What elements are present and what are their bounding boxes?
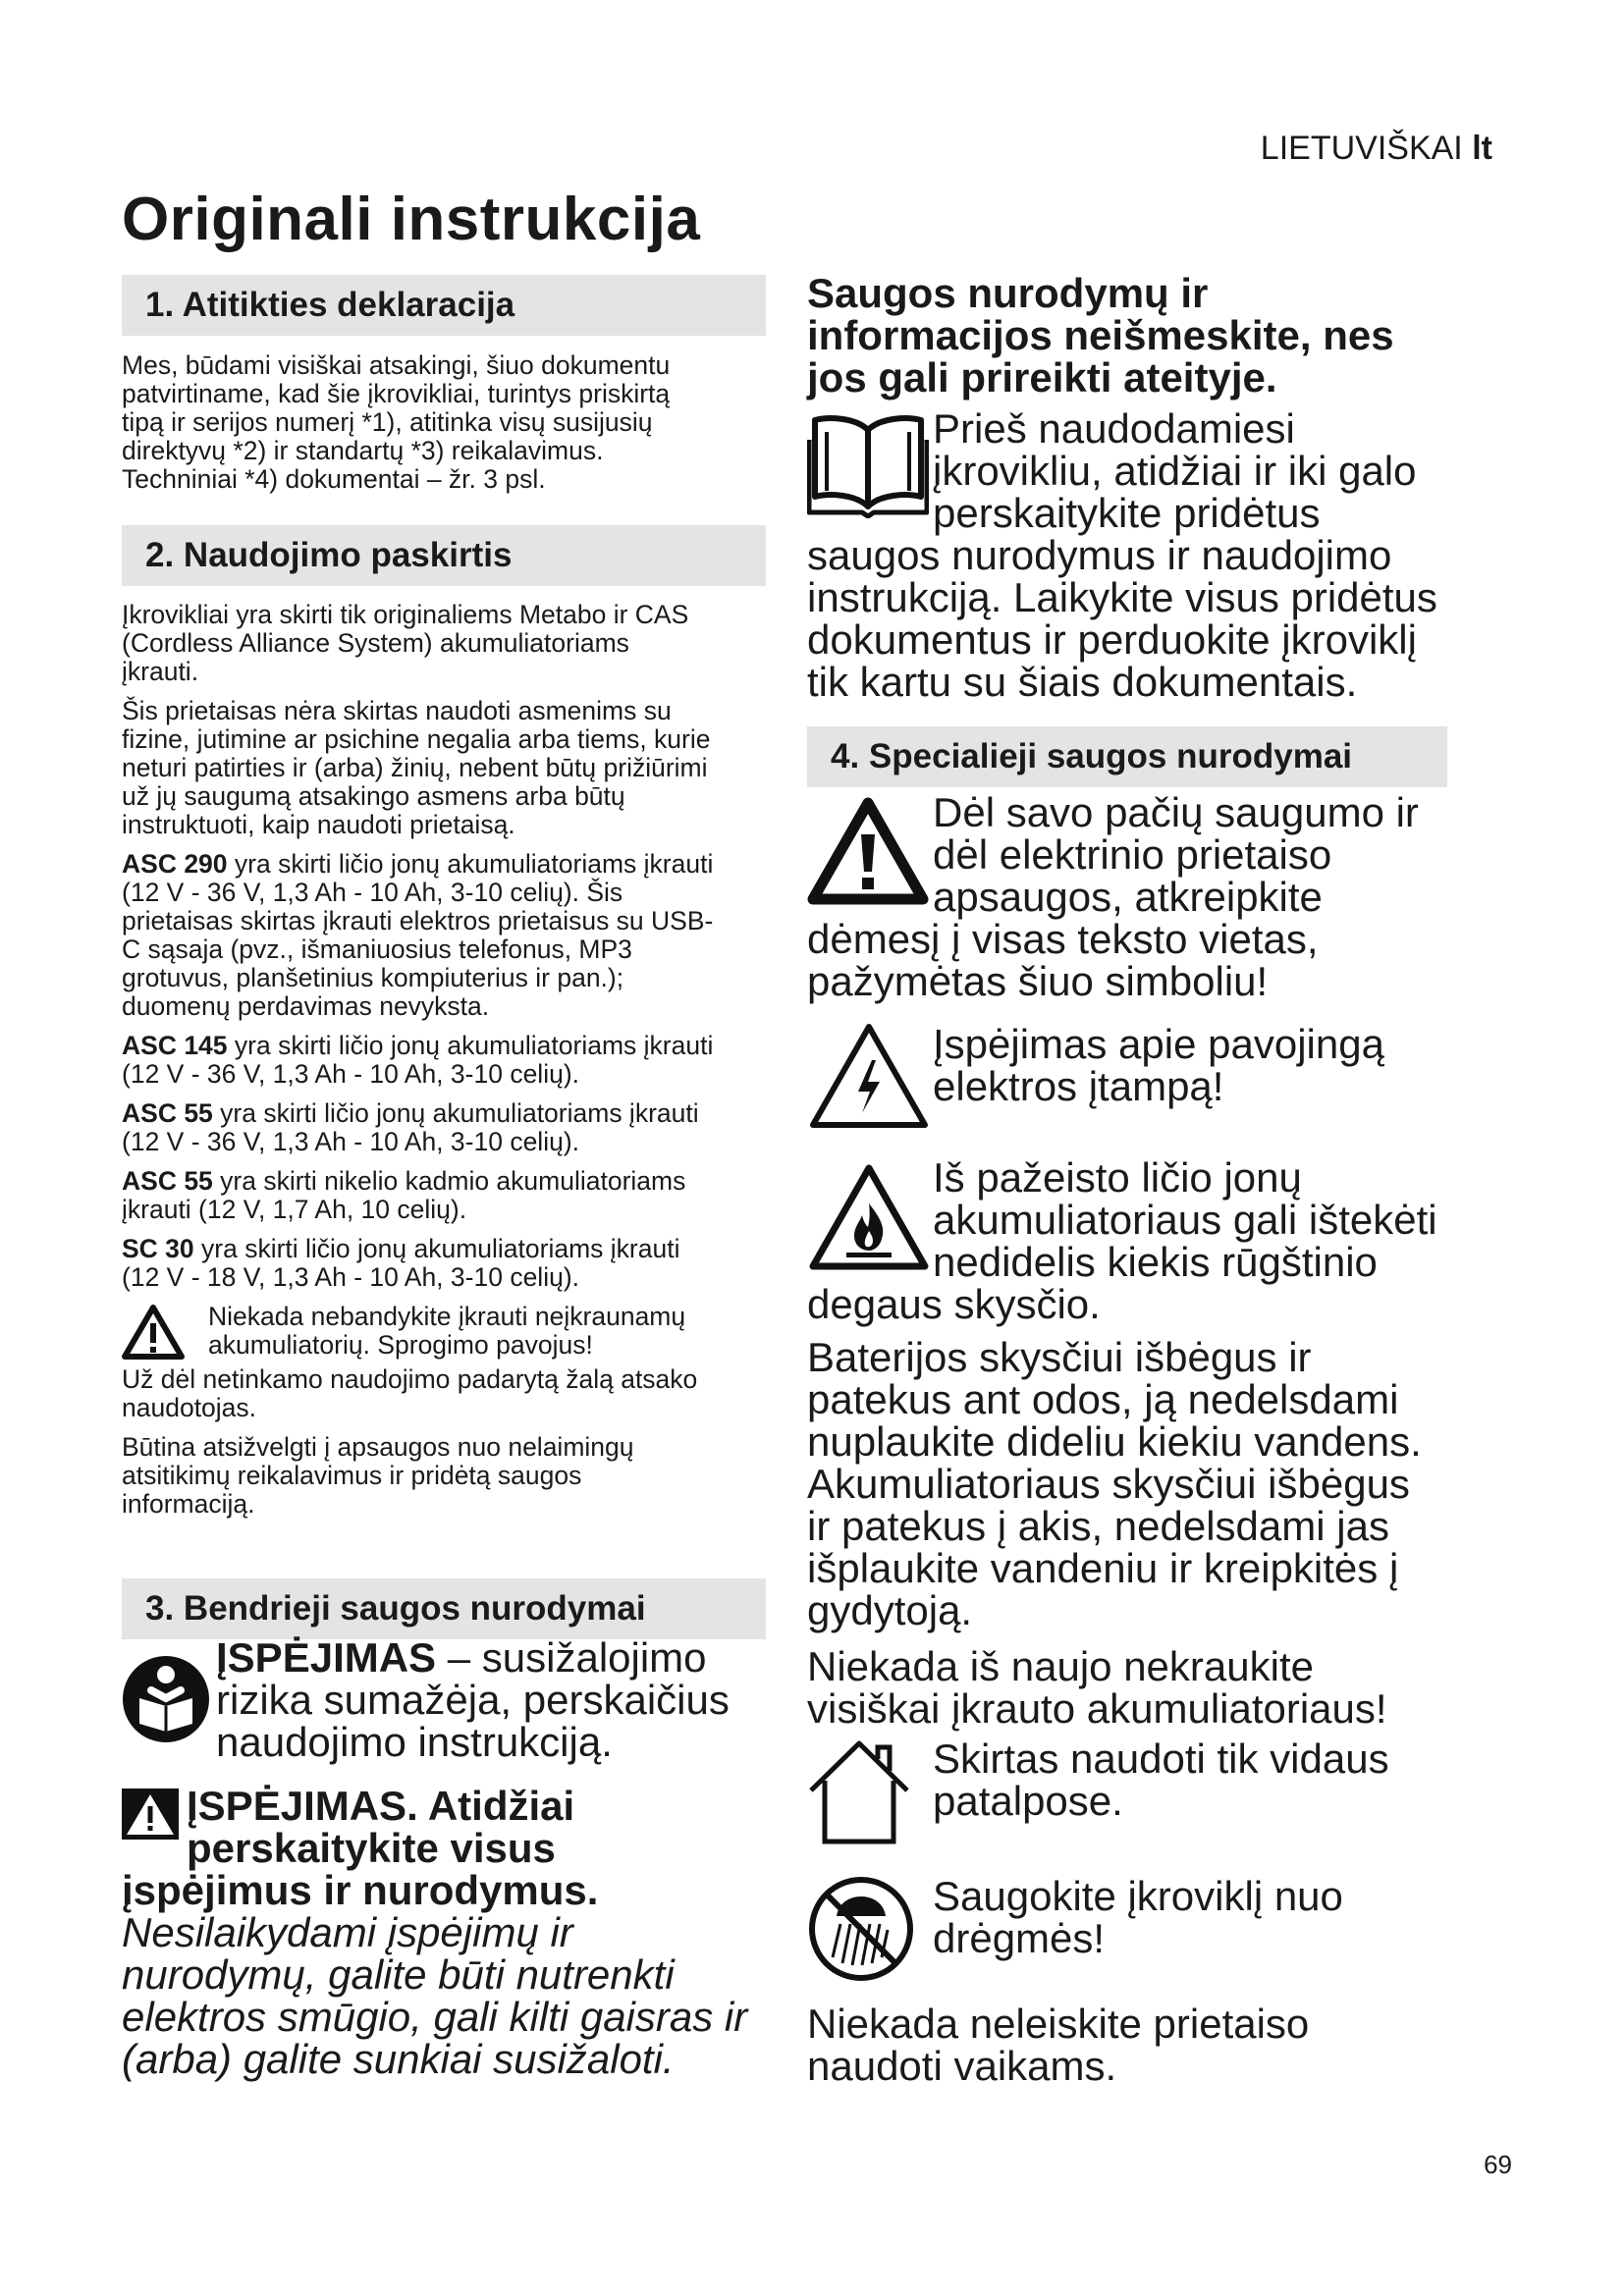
text-line: Akumuliatoriaus skysčiui išbėgus	[807, 1461, 1410, 1507]
text-line: Baterijos skysčiui išbėgus ir	[807, 1334, 1312, 1380]
text-line: elektros smūgio, gali kilti gaisras ir	[122, 1994, 748, 2040]
text-line: (12 V - 36 V, 1,3 Ah - 10 Ah, 3-10 celių).	[122, 1059, 580, 1089]
text-line: Niekada nebandykite įkrauti neįkraunamų	[208, 1302, 686, 1331]
text-line: degaus skysčio.	[807, 1281, 1101, 1327]
asc55-nicd-paragraph	[122, 1167, 799, 1224]
text-span: yra skirti ličio jonų akumuliatoriams įkrauti	[212, 1098, 699, 1128]
page-title: Originali instrukcija	[122, 186, 701, 253]
asc145-paragraph	[122, 1032, 799, 1089]
text-line: Mes, būdami visiškai atsakingi, šiuo dokumentu	[122, 350, 671, 380]
text-line: rizika sumažėja, perskaičius	[216, 1677, 730, 1723]
text-line: jos gali prireikti ateityje.	[807, 354, 1277, 400]
warning-read-manual-text	[216, 1636, 766, 1763]
children-warning-text	[807, 2002, 1494, 2087]
text-line: išplaukite vandeniu ir kreipkitės į	[807, 1545, 1399, 1591]
attention-text-bottom	[807, 918, 1494, 1002]
text-line: dėmesį į visas teksto vietas,	[807, 916, 1319, 962]
text-line: Įkrovikliai yra skirti tik originaliems Metabo ir CAS	[122, 600, 689, 629]
attention-text-top	[933, 791, 1483, 918]
text-line: Niekada iš naujo nekraukite	[807, 1643, 1314, 1689]
asc290-paragraph	[122, 850, 799, 1021]
indoor-house-icon	[807, 1737, 911, 1847]
text-line: gydytoją.	[807, 1587, 973, 1633]
text-line: įkrovikliu, atidžiai ir iki galo	[933, 448, 1417, 494]
warning-read-all-heading	[187, 1785, 776, 1869]
text-line: informacijos neišmeskite, nes	[807, 312, 1394, 358]
text-span: yra skirti ličio jonų akumuliatoriams įkrauti	[193, 1234, 680, 1263]
text-line: Už dėl netinkamo naudojimo padarytą žalą atsako	[122, 1364, 698, 1394]
text-line: įspėjimus ir nurodymus.	[122, 1867, 599, 1913]
book-icon	[807, 412, 929, 518]
text-line: grotuvus, planšetinius kompiuterius ir pan.);	[122, 963, 624, 992]
text-line: elektros įtampą!	[933, 1063, 1224, 1109]
text-line: patvirtiname, kad šie įkrovikliai, turintys priskirtą	[122, 379, 671, 408]
section-1-heading: 1. Atitikties deklaracija	[122, 275, 766, 336]
asc55-liion-paragraph	[122, 1099, 799, 1156]
text-line: perskaitykite pridėtus	[933, 490, 1321, 536]
text-line: patalpose.	[933, 1778, 1123, 1824]
acid-leak-text-top	[933, 1156, 1483, 1283]
text-span: yra skirti ličio jonų akumuliatoriams įkrauti	[227, 1031, 714, 1060]
text-line: naudotojas.	[122, 1393, 257, 1422]
text-line	[122, 1235, 799, 1263]
text-line: naudoti vaikams.	[807, 2043, 1117, 2089]
text-line: akumuliatoriaus gali ištekėti	[933, 1197, 1437, 1243]
text-line: Prieš naudodamiesi	[933, 405, 1295, 452]
text-line: įkrauti (12 V, 1,7 Ah, 10 celių).	[122, 1195, 467, 1224]
text-line: Saugokite įkroviklį nuo	[933, 1873, 1343, 1919]
text-line: ir patekus į akis, nedelsdami jas	[807, 1503, 1389, 1549]
model-name: ASC 55	[122, 1166, 213, 1196]
language-code: lt	[1472, 130, 1492, 167]
skin-eye-contact-text	[807, 1336, 1494, 1631]
intended-use-paragraph	[122, 601, 799, 686]
model-name: ASC 145	[122, 1031, 228, 1060]
text-line: C sąsaja (pvz., išmaniuosius telefonus, MP3	[122, 934, 632, 964]
text-line: už jų saugumą atsakingo asmens arba būtų	[122, 781, 625, 811]
keep-instructions-heading	[807, 272, 1475, 399]
section-2-body	[122, 601, 799, 1519]
page-number: 69	[1484, 2150, 1512, 2179]
text-line: akumuliatorių. Sprogimo pavojus!	[208, 1330, 593, 1360]
text-line: įkrauti.	[122, 657, 199, 686]
text-line	[122, 1032, 799, 1060]
text-line: prietaisas skirtas įkrauti elektros prietaisus su USB-	[122, 906, 714, 935]
text-line: direktyvų *2) ir standartų *3) reikalavimus.	[122, 436, 604, 465]
text-line: Dėl savo pačių saugumo ir	[933, 789, 1419, 835]
restriction-paragraph	[122, 697, 799, 839]
text-line: (arba) galite sunkiai susižaloti.	[122, 2036, 675, 2082]
text-line: (12 V - 36 V, 1,3 Ah - 10 Ah, 3-10 celių). Šis	[122, 878, 623, 907]
warning-consequences-text	[122, 1911, 809, 2080]
voltage-warning-text	[933, 1023, 1483, 1107]
battery-warning	[122, 1303, 799, 1360]
indoor-use-text	[933, 1737, 1483, 1822]
text-line: fizine, jutimine ar psichine negalia arba tiems, kurie	[122, 724, 711, 754]
text-line: informaciją.	[122, 1489, 255, 1519]
text-line: instruktuoti, kaip naudoti prietaisą.	[122, 810, 515, 839]
text-line: neturi patirties ir (arba) žinių, nebent būtų prižiūrimi	[122, 753, 708, 782]
text-line	[216, 1636, 766, 1679]
text-line: Įspėjimas apie pavojingą	[933, 1021, 1384, 1067]
language-name: LIETUVIŠKAI	[1260, 130, 1463, 167]
text-line: apsaugos, atkreipkite	[933, 874, 1323, 920]
text-line	[122, 850, 799, 879]
text-line: (12 V - 18 V, 1,3 Ah - 10 Ah, 3-10 celių).	[122, 1262, 580, 1292]
text-line: Iš pažeisto ličio jonų	[933, 1154, 1302, 1201]
text-line: tipą ir serijos numerį *1), atitinka visų susijusių	[122, 407, 653, 437]
flammable-icon	[807, 1162, 931, 1272]
acid-leak-text-bottom	[807, 1283, 1494, 1325]
warning-triangle-icon	[122, 1789, 179, 1840]
high-voltage-icon	[807, 1021, 931, 1131]
liability-paragraph	[122, 1365, 799, 1422]
no-recharge-text	[807, 1645, 1494, 1730]
no-rain-icon	[807, 1875, 915, 1983]
read-before-use-text-bottom	[807, 534, 1494, 703]
text-line: tik kartu su šiais dokumentais.	[807, 659, 1358, 705]
moisture-warning-text	[933, 1875, 1483, 1959]
text-line: instrukciją. Laikykite visus pridėtus	[807, 574, 1437, 620]
text-span: yra skirti ličio jonų akumuliatoriams įkrauti	[227, 849, 714, 879]
language-label	[1178, 130, 1492, 168]
warning-word: ĮSPĖJIMAS	[216, 1634, 437, 1681]
text-line: dokumentus ir perduokite įkroviklį	[807, 616, 1417, 663]
text-line: dėl elektrinio prietaiso	[933, 831, 1332, 878]
accident-prevention-paragraph	[122, 1433, 799, 1519]
text-line: Saugos nurodymų ir	[807, 270, 1209, 316]
text-line: ĮSPĖJIMAS. Atidžiai	[187, 1783, 575, 1829]
text-line: nurodymų, galite būti nutrenkti	[122, 1951, 675, 1998]
text-line: Niekada neleiskite prietaiso	[807, 2001, 1310, 2047]
text-line: Būtina atsižvelgti į apsaugos nuo nelaimingų	[122, 1432, 634, 1462]
text-line: patekus ant odos, ją nedelsdami	[807, 1376, 1399, 1422]
text-line: Šis prietaisas nėra skirtas naudoti asmenims su	[122, 696, 672, 725]
read-manual-icon	[122, 1655, 210, 1743]
section-2-heading: 2. Naudojimo paskirtis	[122, 525, 766, 586]
text-line: duomenų perdavimas nevyksta.	[122, 991, 490, 1021]
model-name: SC 30	[122, 1234, 194, 1263]
sc30-paragraph	[122, 1235, 799, 1292]
text-span: yra skirti nikelio kadmio akumuliatoriams	[212, 1166, 686, 1196]
read-before-use-text-top	[933, 407, 1483, 534]
model-name: ASC 55	[122, 1098, 213, 1128]
model-name: ASC 290	[122, 849, 228, 879]
text-line: perskaitykite visus	[187, 1825, 556, 1871]
text-line: Skirtas naudoti tik vidaus	[933, 1735, 1389, 1782]
text-line	[122, 1099, 799, 1128]
text-line: drėgmės!	[933, 1915, 1106, 1961]
text-line: Nesilaikydami įspėjimų ir	[122, 1909, 573, 1955]
text-span: – susižalojimo	[436, 1634, 707, 1681]
text-line	[122, 1167, 799, 1196]
text-line: atsitikimų reikalavimus ir pridėtą saugos	[122, 1461, 582, 1490]
warning-triangle-icon	[122, 1305, 185, 1360]
warning-triangle-icon	[807, 797, 929, 905]
text-line: Techniniai *4) dokumentai – žr. 3 psl.	[122, 464, 546, 494]
text-line: (Cordless Alliance System) akumuliatoriams	[122, 628, 629, 658]
text-line: nedidelis kiekis rūgštinio	[933, 1239, 1378, 1285]
text-line: pažymėtas šiuo simboliu!	[807, 958, 1269, 1004]
text-line: visiškai įkrauto akumuliatoriaus!	[807, 1685, 1387, 1732]
section-3-heading: 3. Bendrieji saugos nurodymai	[122, 1578, 766, 1639]
text-line: saugos nurodymus ir naudojimo	[807, 532, 1392, 578]
section-1-text	[122, 351, 789, 494]
text-line: nuplaukite dideliu kiekiu vandens.	[807, 1418, 1422, 1465]
section-4-heading: 4. Specialieji saugos nurodymai	[807, 726, 1447, 787]
text-line: (12 V - 36 V, 1,3 Ah - 10 Ah, 3-10 celių).	[122, 1127, 580, 1156]
text-line: naudojimo instrukciją.	[216, 1719, 613, 1765]
